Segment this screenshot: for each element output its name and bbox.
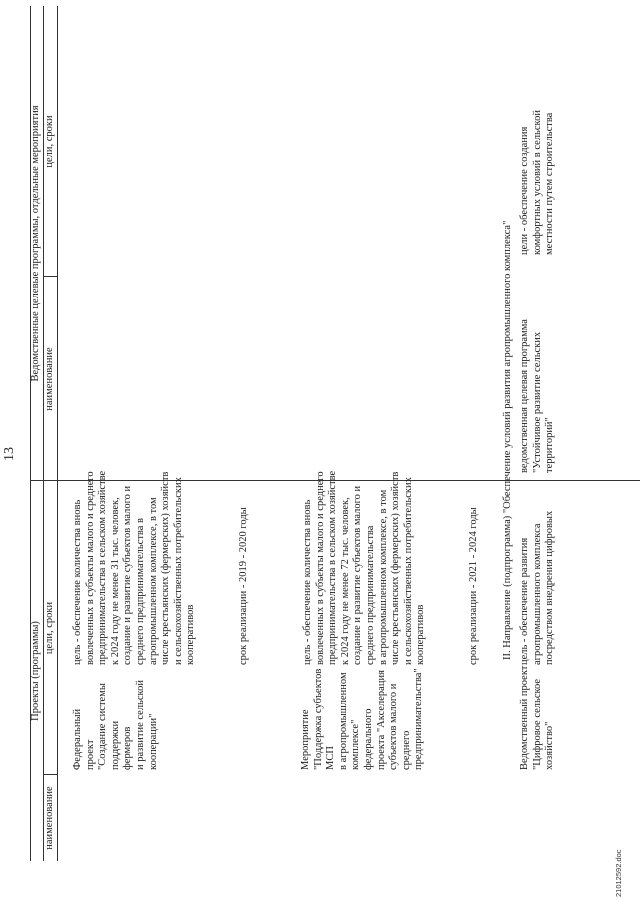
row2-goals: цель - обеспечение количества вновь вовлеченных в субъекты малого и среднего предпринимательства в сельском хозяйстве к 2024 году не менее 72 тыс. человек, создание и развитие субъектов малого и среднего предпринимательства в агропромышленном комплексе, в том числе крестьянских (фермерских) хозяйств и сельскохозяйственных потребительских кооперативов: [302, 470, 427, 665]
header-projects: Проекты (программы): [30, 621, 41, 721]
section-title: II. Направление (подпрограмма) "Обеспечение условий развития агропромышленного комплекса": [502, 220, 513, 660]
row2-term: срок реализации - 2021 - 2024 годы: [468, 507, 479, 665]
row1-name: Федеральный проект "Создание системы поддержки фермеров и развитие сельской кооперации": [72, 680, 159, 770]
page-number: 13: [2, 447, 17, 461]
section-program-goals: цели - обеспечение создания комфортных условий в сельской местности путем строительства: [519, 110, 556, 255]
header-departmental: Ведомственные целевые программы, отдельные мероприятия: [30, 105, 41, 382]
header-name-left: наименование: [44, 786, 55, 850]
header-goals-right: цели, сроки: [44, 115, 55, 168]
row2-name: Мероприятие "Поддержка субъектов МСП в агропромышленном комплексе" федерального проекта "Акселерация субъектов малого и среднего предпринимательства": [300, 668, 425, 770]
file-name: 21012592.doc: [614, 849, 623, 897]
header-bottom-border: [57, 6, 58, 861]
header-goals-left: цели, сроки: [44, 601, 55, 655]
section-project-name: Ведомственный проект "Цифровое сельское хозяйство": [519, 665, 556, 770]
section-project-goals: цель - обеспечение развития агропромышленного комплекса посредством внедрения цифровых: [519, 510, 556, 665]
header-name-right: наименование: [44, 347, 55, 411]
section-program-name: ведомственная целевая программа "Устойчивое развитие сельских территорий": [519, 319, 556, 473]
row1-term: срок реализации - 2019 - 2020 годы: [238, 507, 249, 665]
row1-goals: цель - обеспечение количества вновь вовлеченных в субъекты малого и среднего предпринимательства в сельском хозяйстве к 2024 году не менее 31 тыс. человек, создание и развитие субъектов малого и среднего предпринимательства в агропромышленном комплексе, в том числе крестьянских (фермерских) хозяйств и сельскохозяйственных потребительских кооперативов: [72, 470, 197, 665]
